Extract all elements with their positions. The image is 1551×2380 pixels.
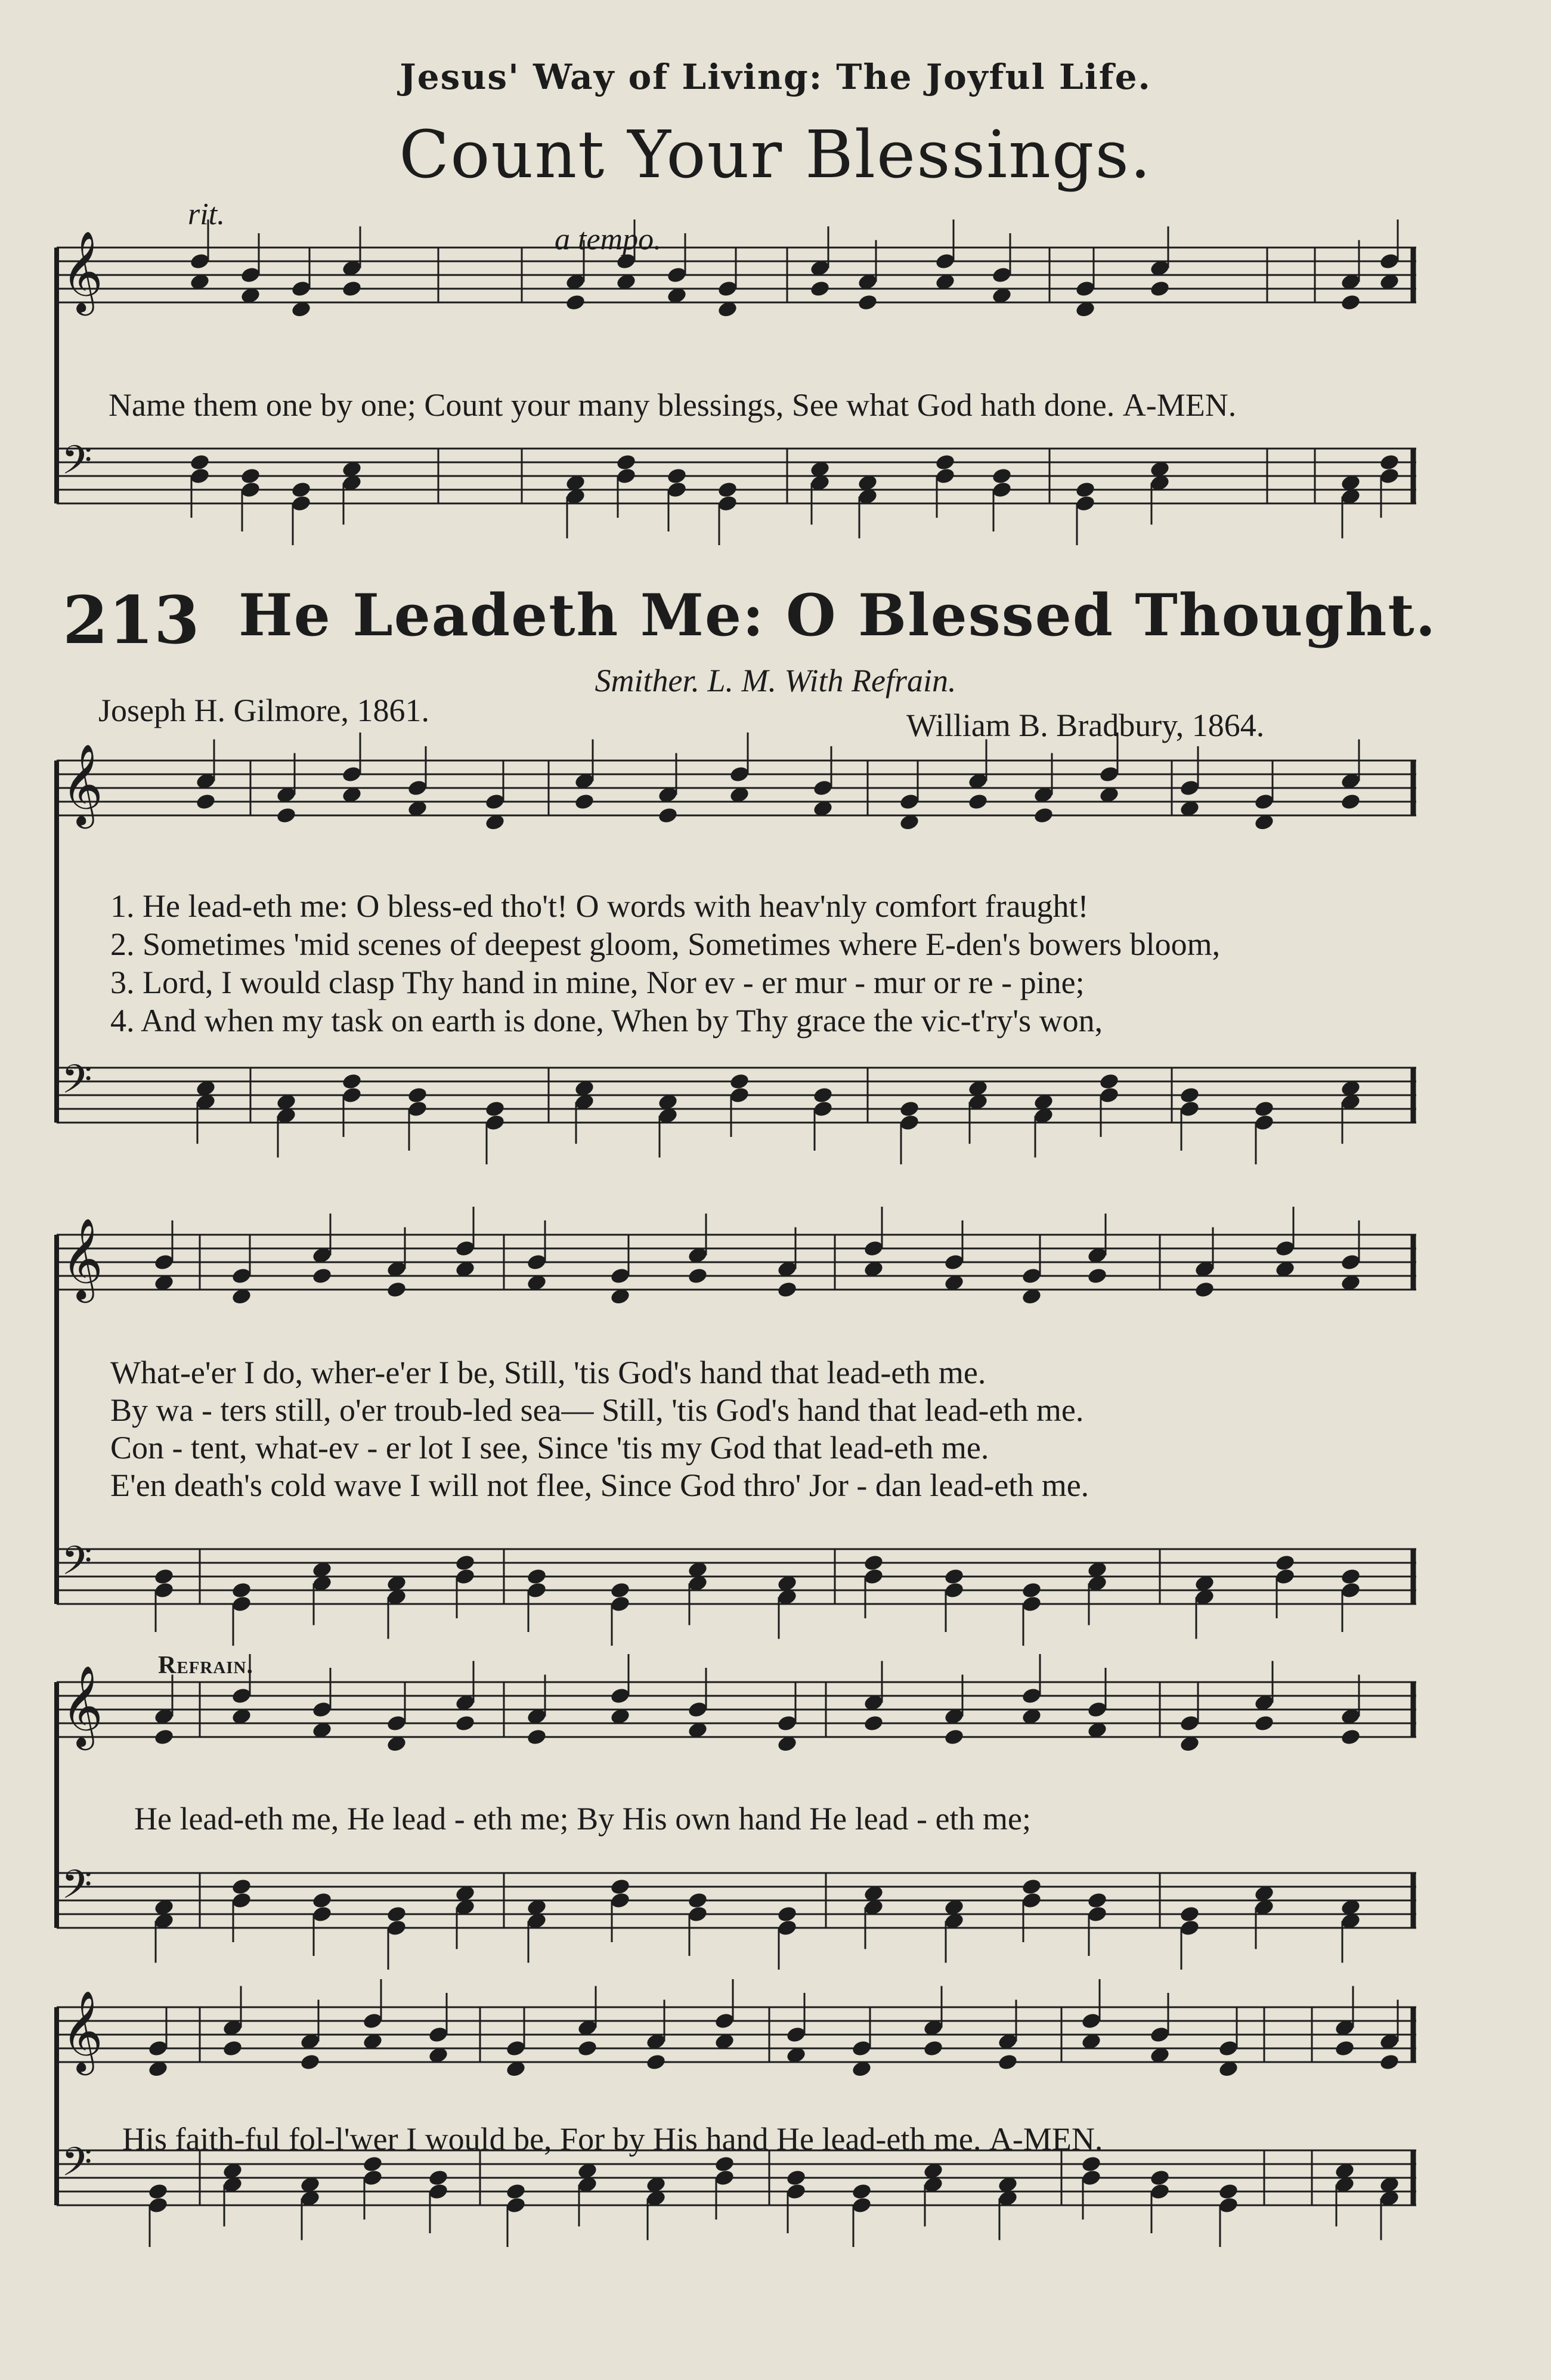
notehead (922, 2039, 944, 2058)
tempo-a-tempo: a tempo. (555, 222, 662, 256)
bass-clef-icon: 𝄢 (61, 1056, 92, 1112)
treble-clef-icon: 𝄞 (61, 1217, 103, 1299)
notehead (943, 1728, 965, 1747)
notehead (899, 1100, 920, 1118)
notehead (341, 280, 363, 298)
verse-3-part1: 3. Lord, I would clasp Thy hand in mine, Nor ev - er mur - mur or re - pine; (110, 965, 1085, 1000)
notehead (1098, 1072, 1120, 1091)
notehead (717, 481, 738, 499)
notehead (809, 280, 831, 298)
notehead (1033, 806, 1054, 825)
notehead (1340, 293, 1361, 312)
hymn1-lyrics: Name them one by one; Count your many blessings, See what God hath done. (109, 387, 1115, 423)
notehead (189, 453, 210, 472)
composer-credit: William B. Bradbury, 1864. (906, 707, 1265, 743)
treble-clef-icon: 𝄞 (61, 230, 103, 312)
notehead (714, 2155, 735, 2174)
treble-clef-icon: 𝄞 (61, 743, 103, 825)
verse-2-part1: 2. Sometimes 'mid scenes of deepest gloom, Sometimes where E-den's bowers bloom, (110, 926, 1221, 962)
tempo-rit: rit. (188, 197, 225, 231)
refrain-line-2-text: His faith-ful fol-l'wer I would be, For by His hand He lead-eth me. (122, 2121, 982, 2157)
notehead (1218, 2183, 1239, 2201)
notehead (1149, 2169, 1171, 2187)
notehead (1021, 1878, 1042, 1896)
verse-1-part2: What-e'er I do, wher-e'er I be, Still, 'tis God's hand that lead-eth me. (110, 1355, 986, 1390)
hymn1-amen: A-MEN. (1122, 387, 1237, 423)
notehead (812, 1086, 834, 1105)
notehead (574, 793, 595, 811)
notehead (362, 2155, 383, 2174)
treble-clef-icon: 𝄞 (61, 1664, 103, 1747)
notehead (1021, 1581, 1042, 1600)
notehead (1179, 1086, 1200, 1105)
notehead (943, 1568, 965, 1586)
notehead (1340, 793, 1361, 811)
hymn-number: 213 (63, 582, 200, 659)
notehead (991, 467, 1013, 486)
treble-clef-icon: 𝄞 (61, 1989, 103, 2072)
refrain-line-1: He lead-eth me, He lead - eth me; By His own hand He lead - eth me; (134, 1801, 1031, 1837)
notehead (1194, 1281, 1215, 1299)
verse-1-part1: 1. He lead-eth me: O bless-ed tho't! O words with heav'nly comfort fraught! (110, 888, 1089, 924)
notehead (505, 2183, 527, 2201)
notehead (275, 806, 297, 825)
notehead (386, 1281, 407, 1299)
notehead (407, 1086, 428, 1105)
notehead (240, 467, 261, 486)
notehead (153, 1568, 175, 1586)
notehead (311, 1891, 333, 1910)
refrain-label: Refrain. (158, 1652, 254, 1679)
section-header: Jesus' Way of Living: The Joyful Life. (400, 57, 1151, 97)
notehead (1149, 280, 1171, 298)
notehead (231, 1878, 252, 1896)
notehead (299, 2053, 321, 2072)
notehead (776, 1905, 798, 1924)
notehead (341, 1072, 363, 1091)
notehead (1253, 1714, 1275, 1733)
tune-name: Smither. L. M. With Refrain. (595, 663, 956, 698)
bass-clef-icon: 𝄢 (61, 1538, 92, 1593)
notehead (645, 2053, 667, 2072)
notehead (687, 1267, 708, 1285)
notehead (615, 453, 637, 472)
notes (147, 220, 1400, 2247)
notehead (1081, 2155, 1102, 2174)
notehead (666, 467, 688, 486)
staves (57, 230, 1416, 2205)
bass-clef-icon: 𝄢 (61, 1862, 92, 1917)
verse-4-part2: E'en death's cold wave I will not flee, Since God thro' Jor - dan lead-eth me. (110, 1467, 1089, 1503)
notehead (857, 293, 878, 312)
notehead (231, 1581, 252, 1600)
notehead (1340, 1728, 1361, 1747)
notehead (687, 1891, 708, 1910)
hymn2-amen: A-MEN. (989, 2121, 1103, 2157)
notehead (484, 1100, 506, 1118)
notehead (863, 1554, 884, 1572)
notehead (609, 1581, 631, 1600)
notehead (851, 2183, 872, 2201)
notehead (657, 806, 679, 825)
notehead (997, 2053, 1018, 2072)
notehead (776, 1281, 798, 1299)
notehead (454, 1554, 476, 1572)
notehead (1086, 1267, 1108, 1285)
notehead (609, 1878, 631, 1896)
notehead (311, 1267, 333, 1285)
verse-3-part2: Con - tent, what-ev - er lot I see, Since 'tis my God that lead-eth me. (110, 1430, 989, 1466)
notehead (1253, 1100, 1275, 1118)
notehead (863, 1714, 884, 1733)
notehead (785, 2169, 807, 2187)
notehead (526, 1568, 547, 1586)
notehead (1274, 1554, 1296, 1572)
notehead (565, 293, 586, 312)
notehead (153, 1728, 175, 1747)
hymn-title-he-leadeth-me: He Leadeth Me: O Blessed Thought. (239, 582, 1437, 649)
notehead (1179, 1905, 1200, 1924)
verse-2-part2: By wa - ters still, o'er troub-led sea— Still, 'tis God's hand that lead-eth me. (110, 1392, 1084, 1428)
notehead (1075, 481, 1096, 499)
bass-clef-icon: 𝄢 (61, 437, 92, 493)
notehead (290, 481, 312, 499)
notehead (386, 1905, 407, 1924)
notehead (729, 1072, 750, 1091)
notehead (577, 2039, 598, 2058)
notehead (526, 1728, 547, 1747)
hymn-title-count-your-blessings: Count Your Blessings. (399, 116, 1152, 193)
notehead (1379, 2053, 1400, 2072)
notehead (1334, 2039, 1355, 2058)
bass-clef-icon: 𝄢 (61, 2139, 92, 2194)
author-credit: Joseph H. Gilmore, 1861. (98, 693, 429, 728)
verse-4-part1: 4. And when my task on earth is done, When by Thy grace the vic-t'ry's won, (110, 1003, 1103, 1038)
notehead (1379, 453, 1400, 472)
notehead (428, 2169, 449, 2187)
notehead (222, 2039, 243, 2058)
notehead (454, 1714, 476, 1733)
notehead (934, 453, 956, 472)
notehead (1340, 1568, 1361, 1586)
notehead (195, 793, 216, 811)
notehead (967, 793, 989, 811)
notehead (1086, 1891, 1108, 1910)
notehead (147, 2183, 169, 2201)
